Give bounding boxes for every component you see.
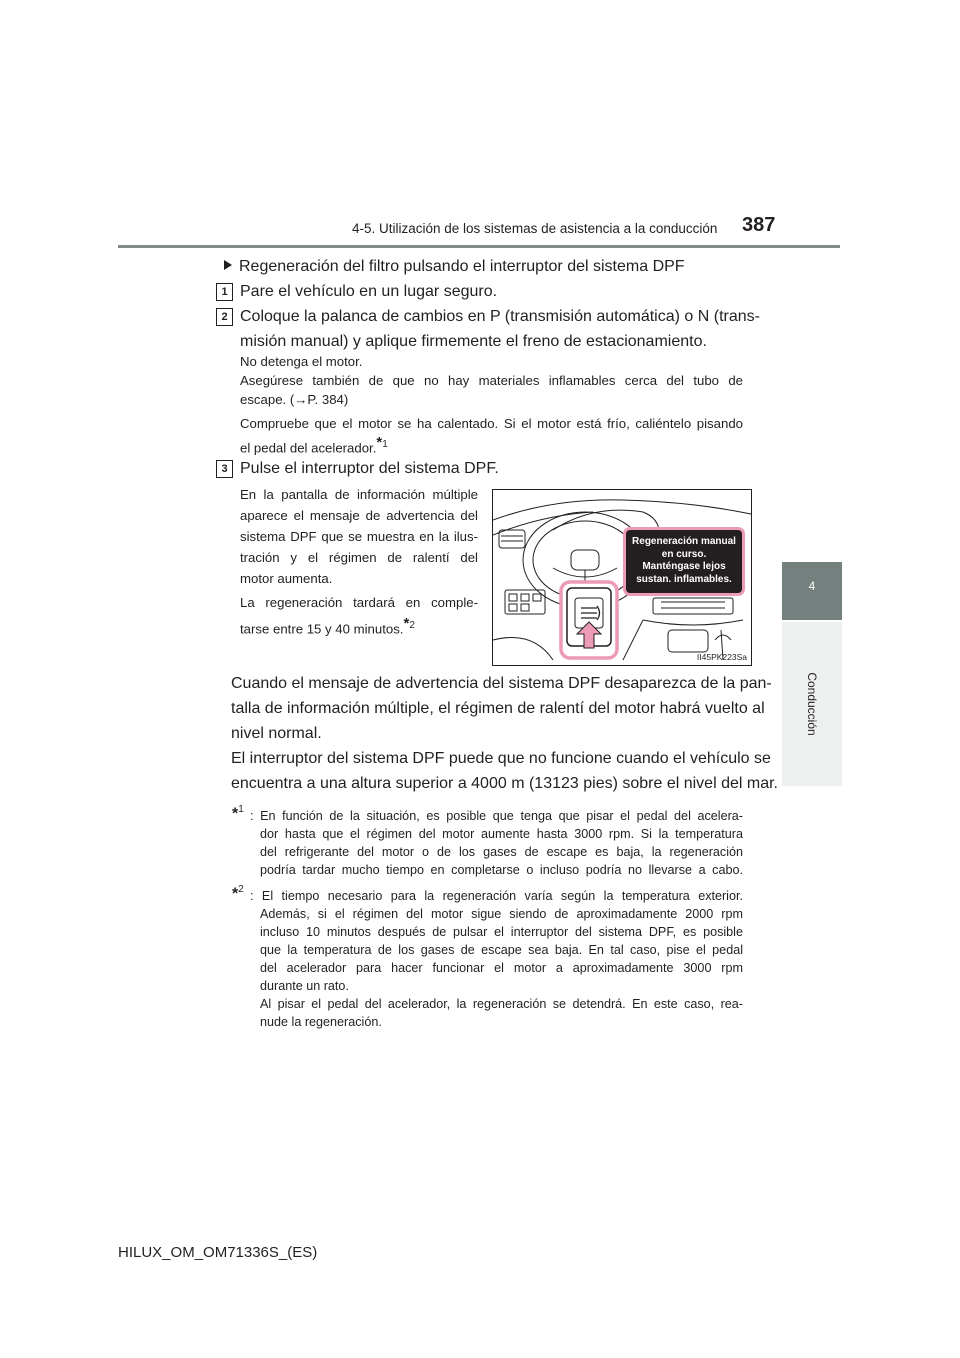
paragraph-2-line2: encuentra a una altura superior a 4000 m (13123 pies) sobre el nivel del mar. bbox=[231, 775, 778, 792]
dpf-warning-message bbox=[623, 527, 745, 596]
paragraph-1-line2: talla de información múltiple, el régimen de ralentí del motor habrá vuelto al bbox=[231, 700, 765, 717]
step-3-note-5: motor aumenta. bbox=[240, 571, 333, 586]
step-2-note-1: No detenga el motor. bbox=[240, 354, 363, 369]
section-title: 4-5. Utilización de los sistemas de asistencia a la conducción bbox=[352, 221, 718, 236]
footnote-2-line5: del acelerador para hacer funcionar el motor a aproximadamente 3000 rpm bbox=[260, 961, 743, 975]
chapter-tab-label[interactable] bbox=[782, 622, 842, 786]
footnote-1-mark bbox=[232, 804, 244, 823]
step-2-note-4: Compruebe que el motor se ha calentado. Si el motor está frío, caliéntelo pisando bbox=[240, 416, 743, 431]
footnote-2-line1: : El tiempo necesario para la regeneración varía según la temperatura exterior. bbox=[250, 889, 743, 903]
section-heading-text: Regeneración del filtro pulsando el interruptor del sistema DPF bbox=[239, 258, 685, 275]
message-line-2: en curso. bbox=[661, 548, 707, 560]
footnote-1-asterisk: * bbox=[232, 805, 239, 823]
footnote-1-line1: : En función de la situación, es posible que tenga que pisar el pedal del acelera- bbox=[250, 809, 743, 823]
step-3-time-2-text: tarse entre 15 y 40 minutos. bbox=[240, 621, 404, 637]
dashboard-illustration bbox=[492, 489, 752, 666]
footnote-2-number: 2 bbox=[238, 884, 244, 895]
page-number: 387 bbox=[742, 214, 776, 236]
step-2-note-5-text: el pedal del acelerador. bbox=[240, 440, 377, 456]
footnote-ref-mark[interactable]: * bbox=[376, 434, 383, 451]
footnote-1-line4: podría tardar mucho tiempo en completarse o incluso podría no llevarse a cabo. bbox=[260, 863, 743, 877]
footnote-2-line4: que la temperatura de los gases de escape sea baja. En tal caso, pise el pedal bbox=[260, 943, 743, 957]
footnote-2-line8: nude la regeneración. bbox=[260, 1015, 382, 1029]
footnote-2-line2: Además, si el régimen del motor sigue siendo de aproximadamente 2000 rpm bbox=[260, 907, 743, 921]
step-1-text: Pare el vehículo en un lugar seguro. bbox=[240, 283, 498, 300]
step-2-text-line2: misión manual) y aplique firmemente el freno de estacionamiento. bbox=[240, 333, 707, 350]
step-3-note-4: tración y el régimen de ralentí del bbox=[240, 550, 478, 565]
paragraph-2-line1: El interruptor del sistema DPF puede que no funcione cuando el vehículo se bbox=[231, 750, 771, 767]
chapter-number: 4 bbox=[808, 579, 816, 593]
step-2-note-5 bbox=[240, 433, 388, 458]
step-3-time-2 bbox=[240, 614, 415, 639]
footnote-1-number: 1 bbox=[238, 804, 244, 815]
step-2-note-3: escape. (→P. 384) bbox=[240, 392, 349, 407]
step-number-3: 3 bbox=[216, 460, 233, 478]
step-3-time-1: La regeneración tardará en comple- bbox=[240, 595, 478, 610]
step-2-note-2: Asegúrese también de que no hay materiales inflamables cerca del tubo de bbox=[240, 373, 743, 388]
document-footer: HILUX_OM_OM71336S_(ES) bbox=[118, 1244, 318, 1261]
paragraph-1-line3: nivel normal. bbox=[231, 725, 322, 742]
footnote-2-line7: Al pisar el pedal del acelerador, la regeneración se detendrá. En este caso, rea- bbox=[260, 997, 743, 1011]
header-rule bbox=[118, 245, 840, 248]
footnote-ref-number: 1 bbox=[382, 439, 388, 450]
triangle-bullet-icon bbox=[224, 260, 232, 270]
chapter-label: Conducción bbox=[805, 672, 819, 736]
figure-code: II45PK223Sa bbox=[696, 652, 747, 662]
footnote-1-line3: del refrigerante del motor o de los gases de escape es baja, la regeneración bbox=[260, 845, 743, 859]
footnote-2-line6: durante un rato. bbox=[260, 979, 349, 993]
step-3-note-1: En la pantalla de información múltiple bbox=[240, 487, 478, 502]
step-3-note-2: aparece el mensaje de advertencia del bbox=[240, 508, 478, 523]
footnote-2-mark bbox=[232, 884, 244, 903]
message-line-4: sustan. inflamables. bbox=[636, 573, 732, 585]
footnote-1-line2: dor hasta que el régimen del motor aumente hasta 3000 rpm. Si la temperatura bbox=[260, 827, 743, 841]
step-number-1: 1 bbox=[216, 283, 233, 301]
step-2-text-line1: Coloque la palanca de cambios en P (transmisión automática) o N (trans- bbox=[240, 308, 760, 325]
footnote-ref-number: 2 bbox=[409, 620, 415, 631]
footnote-ref-mark[interactable]: * bbox=[403, 615, 410, 632]
step-number-2: 2 bbox=[216, 308, 233, 326]
message-line-3: Manténgase lejos bbox=[642, 561, 726, 572]
paragraph-1-line1: Cuando el mensaje de advertencia del sistema DPF desaparezca de la pan- bbox=[231, 675, 772, 692]
step-3-note-3: sistema DPF que se muestra en la ilus- bbox=[240, 529, 478, 544]
message-line-1: Regeneración manual bbox=[632, 536, 736, 547]
section-heading bbox=[224, 258, 685, 276]
footnote-2-line3: incluso 10 minutos después de pulsar el interruptor del sistema DPF, es posible bbox=[260, 925, 743, 939]
footnote-2-asterisk: * bbox=[232, 885, 239, 903]
step-3-text: Pulse el interruptor del sistema DPF. bbox=[240, 460, 499, 477]
chapter-tab-number[interactable] bbox=[782, 562, 842, 620]
